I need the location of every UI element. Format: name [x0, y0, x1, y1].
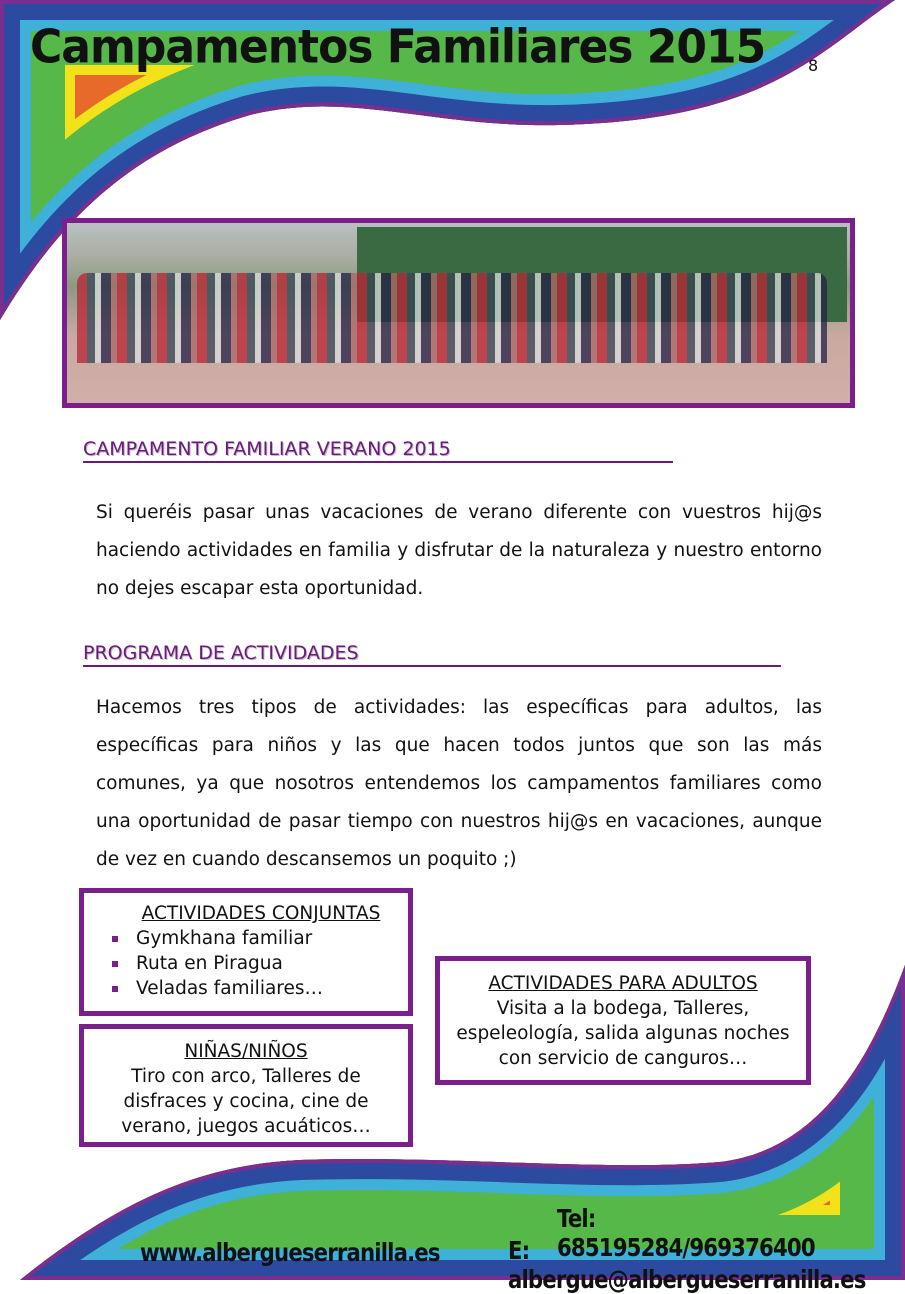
box-title: NIÑAS/NIÑOS [184, 1041, 308, 1062]
box-adultos [435, 956, 811, 1085]
list-item: Veladas familiares… [84, 976, 408, 1001]
box-ninos [79, 1024, 413, 1147]
bullet-icon [112, 986, 118, 992]
footer-website[interactable]: www.albergueserranilla.es [140, 1238, 440, 1267]
group-photo [62, 218, 855, 408]
footer-email[interactable]: E: albergue@albergueserranilla.es [508, 1236, 866, 1294]
page-number: 8 [808, 56, 819, 75]
box-title: ACTIVIDADES PARA ADULTOS [488, 973, 758, 994]
box-title: ACTIVIDADES CONJUNTAS [141, 903, 381, 924]
list-item: Gymkhana familiar [84, 926, 408, 951]
footer-phone: Tel: 685195284/969376400 [557, 1204, 815, 1262]
activity-list [84, 926, 408, 1001]
bullet-icon [112, 936, 118, 942]
list-item: Ruta en Piragua [84, 951, 408, 976]
box-text: Tiro con arco, Talleres de disfraces y cocina, cine de verano, juegos acuáticos… [121, 1066, 371, 1137]
section-heading-programa: PROGRAMA DE ACTIVIDADES [83, 642, 781, 667]
bullet-icon [112, 961, 118, 967]
section-body-programa: Hacemos tres tipos de actividades: las específicas para adultos, las específicas para niños y las que hacen todos juntos que son las más comunes, ya que nosotros entendemos los campamentos familiares como una oportunidad de pasar tiempo con nuestros hij@s en vacaciones, aunque de vez en cuando descansemos un poquito ;) [96, 697, 822, 870]
section-heading-verano: CAMPAMENTO FAMILIAR VERANO 2015 [83, 438, 673, 463]
section-body-verano: Si queréis pasar unas vacaciones de verano diferente con vuestros hij@s haciendo actividades en familia y disfrutar de la naturaleza y nuestro entorno no dejes escapar esta oportunidad. [96, 502, 822, 599]
photo-people [77, 273, 827, 363]
box-actividades-conjuntas [79, 888, 413, 1016]
box-text: Visita a la bodega, Talleres, espeleología, salida algunas noches con servicio de canguros… [456, 998, 790, 1069]
page-title: Campamentos Familiares 2015 [30, 20, 766, 75]
